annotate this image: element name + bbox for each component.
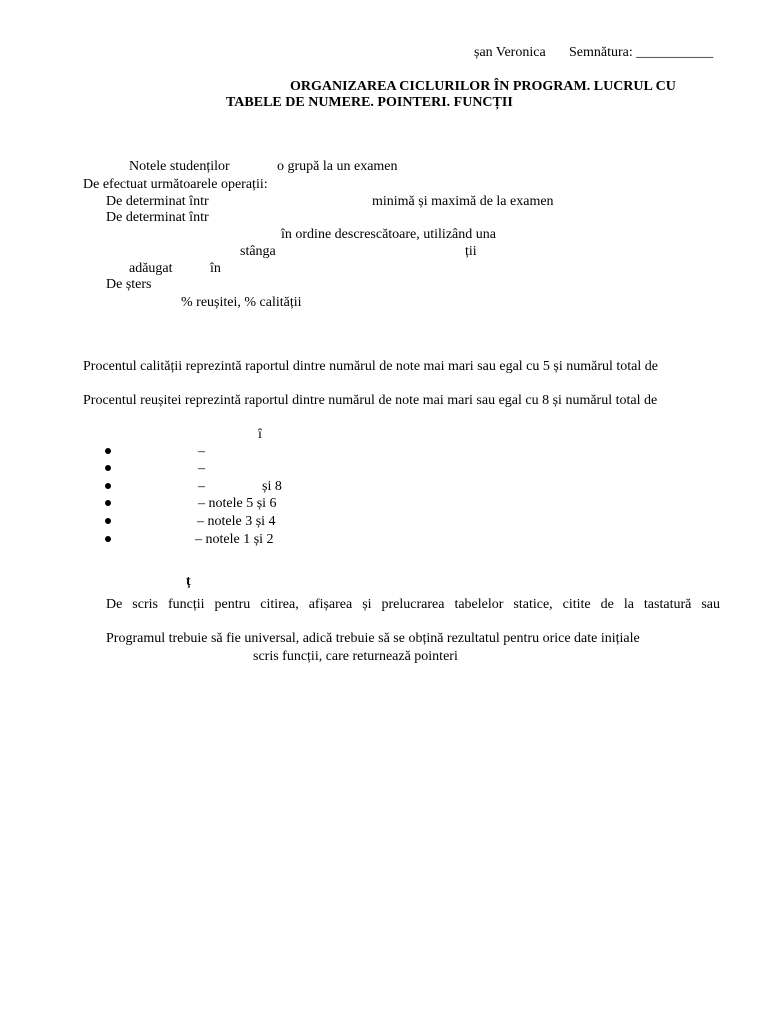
bullet-6	[105, 536, 111, 542]
grade-item-3-extra: și 8	[262, 479, 282, 494]
operation-4-b: ții	[465, 244, 477, 259]
grade-item-4: – notele 5 și 6	[198, 496, 277, 511]
bullet-1	[105, 448, 111, 454]
definition-reusita: Procentul reușitei reprezintă raportul dintre numărul de note mai mari sau egal cu 8 și numărul total de	[83, 393, 658, 408]
operation-5-b: în	[210, 261, 221, 276]
grade-item-3: –	[198, 479, 205, 494]
grade-item-1: –	[198, 444, 205, 459]
operation-4-a: stânga	[240, 244, 276, 259]
operation-2-a: De determinat într	[106, 210, 209, 225]
author-name: șan Veronica	[474, 45, 546, 60]
grade-item-5: – notele 3 și 4	[197, 514, 276, 529]
intro-text-a: Notele studenților	[129, 159, 230, 174]
operation-3: în ordine descrescătoare, utilizând una	[281, 227, 496, 242]
signature-label: Semnătura: ___________	[569, 45, 714, 60]
title-line-1: ORGANIZAREA CICLURILOR ÎN PROGRAM. LUCRUL CU	[290, 79, 676, 94]
operation-1-a: De determinat într	[106, 194, 209, 209]
bullet-4	[105, 500, 111, 506]
bullet-3	[105, 483, 111, 489]
operation-6: De șters	[106, 277, 152, 292]
requirements-heading: ț	[186, 574, 191, 589]
requirement-3: scris funcții, care returnează pointeri	[253, 649, 458, 664]
requirement-2: Programul trebuie să fie universal, adică trebuie să se obțină rezultatul pentru orice date inițiale	[106, 631, 640, 646]
grade-item-6: – notele 1 și 2	[195, 532, 274, 547]
operations-header: De efectuat următoarele operații:	[83, 177, 268, 192]
intro-text-b: o grupă la un examen	[277, 159, 398, 174]
operation-1-b: minimă și maximă de la examen	[372, 194, 554, 209]
operation-5-a: adăugat	[129, 261, 173, 276]
title-line-2: TABELE DE NUMERE. POINTERI. FUNCȚII	[226, 95, 513, 110]
operation-7: % reușitei, % calității	[181, 295, 302, 310]
grade-item-2: –	[198, 461, 205, 476]
requirement-1: De scris funcții pentru citirea, afișarea și prelucrarea tabelelor statice, citite de la tastatură sau	[106, 597, 720, 612]
grades-heading: î	[258, 427, 262, 442]
bullet-5	[105, 518, 111, 524]
definition-calitate: Procentul calității reprezintă raportul dintre numărul de note mai mari sau egal cu 5 și numărul total de	[83, 359, 658, 374]
bullet-2	[105, 465, 111, 471]
